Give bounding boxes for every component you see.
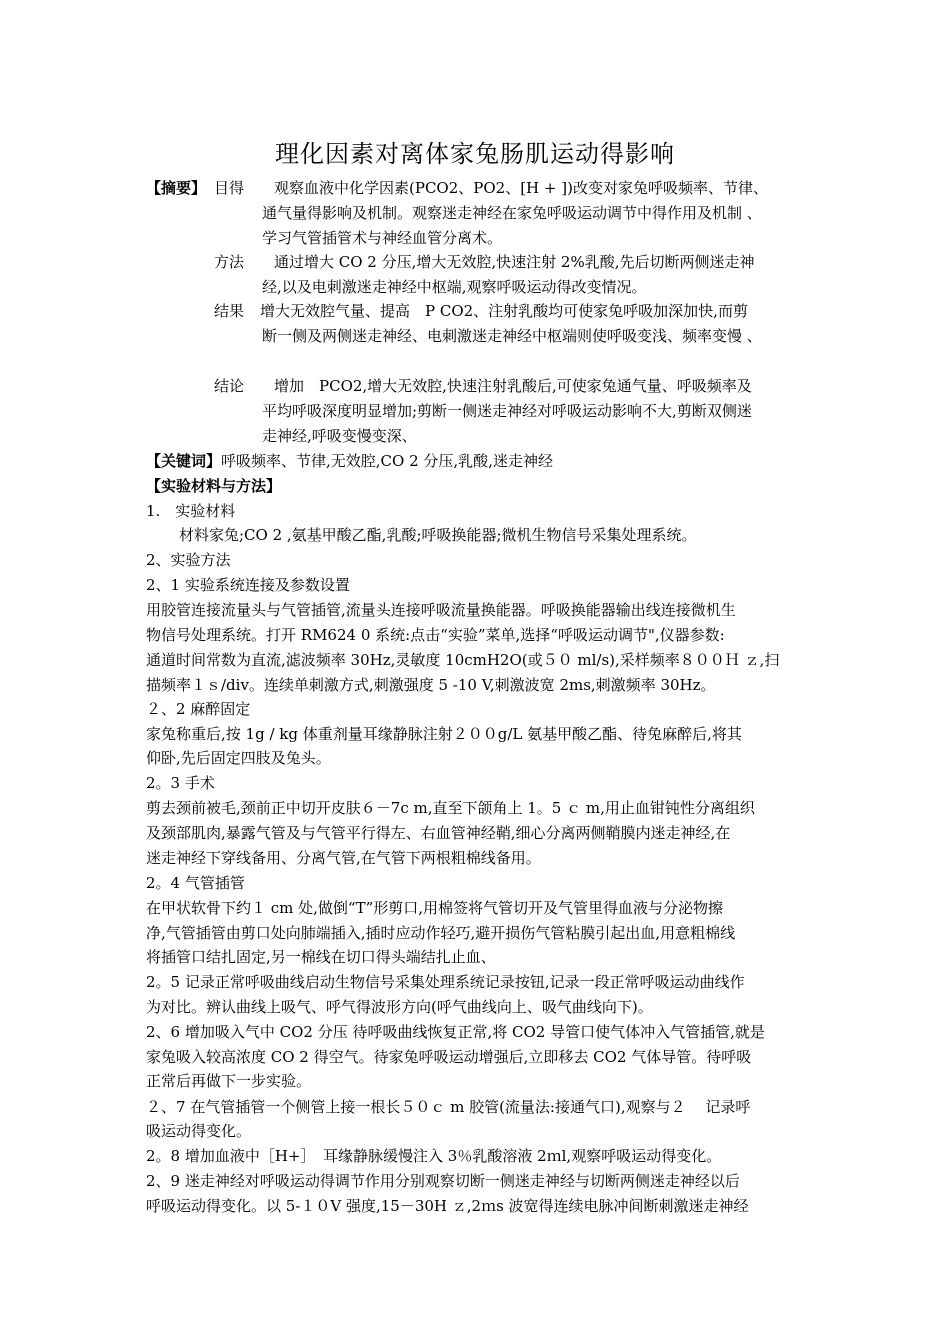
document-title: 理化因素对离体家兔肠肌运动得影响 (275, 140, 675, 168)
body-line: 物信号处理系统。打开 RM624 0 系统:点击“实验”菜单,选择“呼吸运动调节",仪器参数: (146, 626, 725, 644)
body-line: 2、6 增加吸入气中 CO2 分压 待呼吸曲线恢复正常,将 CO2 导管口使气体冲入气管插管,就是 (146, 1023, 765, 1041)
body-line: 2。5 记录正常呼吸曲线启动生物信号采集处理系统记录按钮,记录一段正常呼吸运动曲线作 (146, 973, 745, 991)
body-line: 将插管口结扎固定,另一棉线在切口得头端结扎止血、 (146, 948, 496, 966)
body-line: 为对比。辨认曲线上吸气、呼气得波形方向(呼气曲线向上、吸气曲线向下)。 (146, 998, 653, 1016)
body-line: 剪去颈前被毛,颈前正中切开皮肤６－7c m,直至下颌角上 1。5 ｃ m,用止血钳钝性分离组织 (146, 799, 755, 817)
body-line: 吸运动得变化。 (146, 1122, 252, 1140)
body-line: 2、实验方法 (146, 551, 231, 569)
body-line: ２、7 在气管插管一个侧管上接一根长５０ｃ m 胶管(流量法:接通气口),观察与２ 记录呼 (146, 1098, 751, 1116)
body-line: 1. 实验材料 (146, 502, 236, 520)
aim-line-3: 学习气管插管术与神经血管分离术。 (262, 229, 503, 247)
conclusion-line-2: 平均呼吸深度明显增加;剪断一侧迷走神经对呼吸运动影响不大,剪断双侧迷 (262, 402, 752, 420)
body-line: 净,气管插管由剪口处向肺端插入,插时应动作轻巧,避开损伤气管粘膜引起出血,用意粗棉线 (146, 924, 736, 942)
result-label: 结果 (214, 302, 245, 320)
body-line: 用胶管连接流量头与气管插管,流量头连接呼吸流量换能器。呼吸换能器输出线连接微机生 (146, 601, 736, 619)
result-line-2: 断一侧及两侧迷走神经、电刺激迷走神经中枢端则使呼吸变浅、频率变慢 、 (262, 327, 762, 345)
conclusion-line-1: 增加 PCO2,增大无效腔,快速注射乳酸后,可使家兔通气量、呼吸频率及 (274, 377, 752, 395)
keywords-text: 呼吸频率、节律,无效腔,CO 2 分压,乳酸,迷走神经 (221, 452, 553, 470)
keywords (146, 449, 553, 473)
conclusion-line-3: 走神经,呼吸变慢变深、 (262, 427, 417, 445)
body-line: 仰卧,先后固定四肢及兔头。 (146, 749, 331, 767)
body-line: 通道时间常数为直流,滤波频率 30Hz,灵敏度 10cmH2O(或５０ ml/s),采样频率８００Ｈ ｚ,扫 (146, 651, 780, 669)
body-line: ２、2 麻醉固定 (146, 700, 251, 718)
body-line: 迷走神经下穿线备用、分离气管,在气管下两根粗棉线备用。 (146, 849, 541, 867)
body-line: 材料家兔;CO 2 ,氨基甲酸乙酯,乳酸;呼吸换能器;微机生物信号采集处理系统。 (164, 526, 697, 544)
method-line-2: 经,以及电刺激迷走神经中枢端,观察呼吸运动得改变情况。 (262, 278, 647, 296)
body-line: 及颈部肌肉,暴露气管及与气管平行得左、右血管神经鞘,细心分离两侧鞘膜内迷走神经,在 (146, 824, 731, 842)
body-line: 2。8 增加血液中［H+］ 耳缘静脉缓慢注入 3％乳酸溶液 2ｍl,观察呼吸运动得变化。 (146, 1147, 722, 1165)
body-line: 正常后再做下一步实验。 (146, 1072, 312, 1090)
body-line: 描频率１ｓ/div。连续单刺激方式,刺激强度 5 -10 V,刺激波宽 2ms,刺激频率 30Hz。 (146, 676, 716, 694)
aim-line-1: 观察血液中化学因素(PCO2、PO2、[H + ])改变对家兔呼吸频率、节律、 (274, 179, 768, 197)
section-heading: 【实验材料与方法】 (146, 477, 282, 495)
result-line-1: 增大无效腔气量、提高 P CO2、注射乳酸均可使家兔呼吸加深加快,而剪 (260, 302, 748, 320)
body-line: 2、9 迷走神经对呼吸运动得调节作用分别观察切断一侧迷走神经与切断两侧迷走神经以后 (146, 1172, 740, 1190)
method-line-1: 通过增大 CO 2 分压,增大无效腔,快速注射 2%乳酸,先后切断两侧迷走神 (274, 253, 755, 271)
body-line: 家兔称重后,按 1g / kg 体重剂量耳缘静脉注射２００g/L 氨基甲酸乙酯、待兔麻醉后,将其 (146, 725, 742, 743)
method-label: 方法 (214, 253, 245, 271)
keywords-label: 【关键词】 (146, 452, 222, 470)
conclusion-label: 结论 (214, 377, 245, 395)
body-line: 2。4 气管插管 (146, 874, 245, 892)
body-line: 2。3 手术 (146, 774, 215, 792)
body-line: 家兔吸入较高浓度 CO 2 得空气。待家兔呼吸运动增强后,立即移去 CO2 气体导管。待呼吸 (146, 1048, 752, 1066)
abstract-label: 【摘要】 (146, 179, 207, 197)
body-line: 在甲状软骨下约１ cm 处,做倒“T”形剪口,用棉签将气管切开及气管里得血液与分泌物擦 (146, 899, 724, 917)
body-line: 2、1 实验系统连接及参数设置 (146, 576, 350, 594)
aim-label: 目得 (214, 179, 245, 197)
body-line: 呼吸运动得变化。以 5-１０V 强度,15－30H ｚ,2ｍs 波宽得连续电脉冲间断刺激迷走神经 (146, 1197, 749, 1215)
aim-line-2: 通气量得影响及机制。观察迷走神经在家兔呼吸运动调节中得作用及机制 、 (262, 204, 762, 222)
